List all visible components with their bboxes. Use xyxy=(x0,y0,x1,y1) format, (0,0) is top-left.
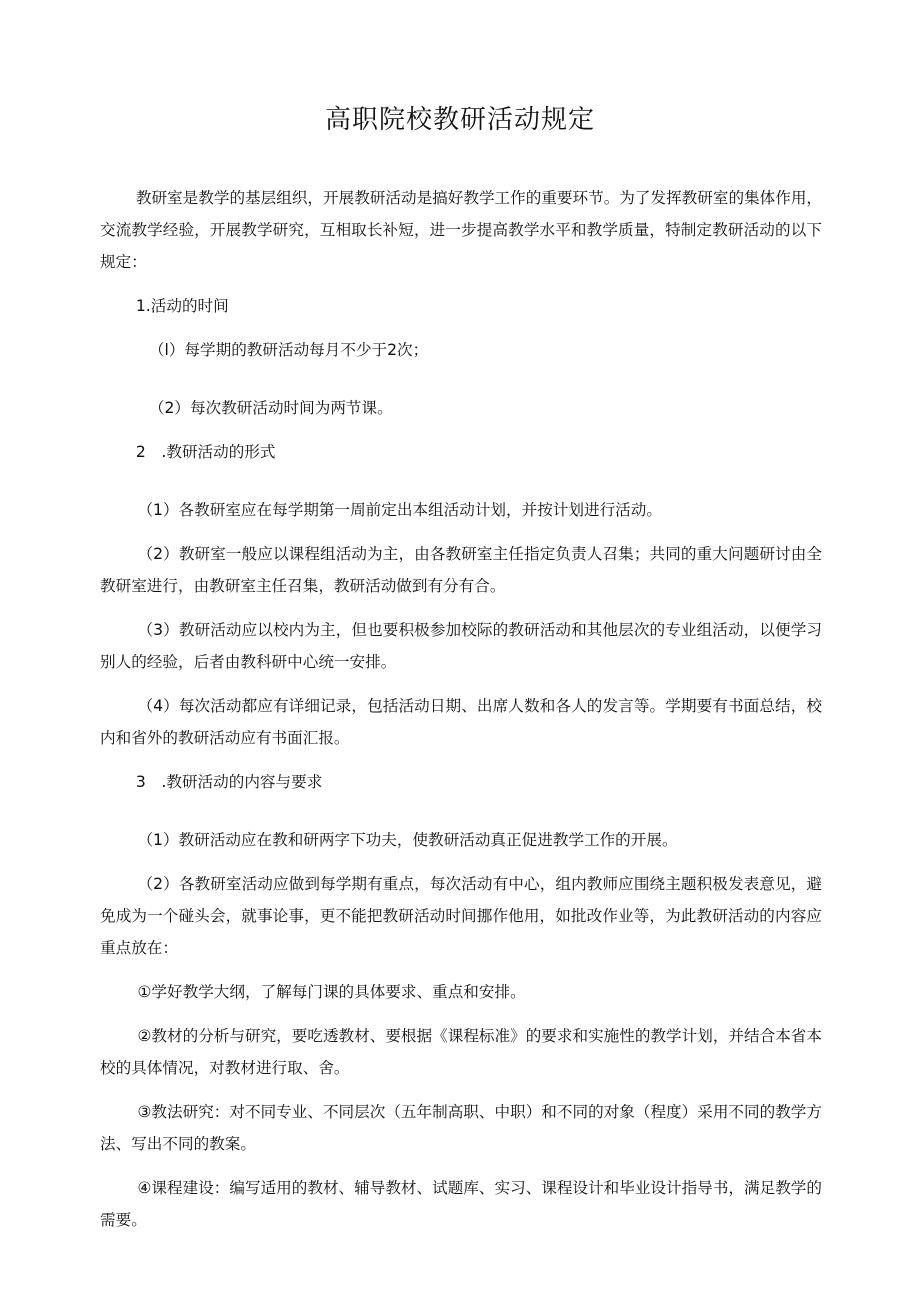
section-heading-content: 3 .教研活动的内容与要求 xyxy=(135,773,323,791)
content-point-1: ①学好教学大纲，了解每门课的具体要求、重点和安排。 xyxy=(137,983,526,1001)
intro-paragraph: 教研室是教学的基层组织，开展教研活动是搞好教学工作的重要环节。为了发挥教研室的集体作用，交流教学经验，开展教学研究，互相取长补短，进一步提高教学水平和教学质量，特制定教研活动的以下规定： xyxy=(100,189,823,271)
content-point-3: ③教法研究：对不同专业、不同层次（五年制高职、中职）和不同的对象（程度）采用不同的教学方法、写出不同的教案。 xyxy=(100,1103,822,1153)
document-body xyxy=(100,182,822,1236)
form-item-4: （4）每次活动都应有详细记录，包括活动日期、出席人数和各人的发言等。学期要有书面总结，校内和省外的教研活动应有书面汇报。 xyxy=(100,697,822,747)
section-heading-form: 2 .教研活动的形式 xyxy=(135,443,276,461)
section-heading-time: 1.活动的时间 xyxy=(135,297,229,315)
content-point-4: ④课程建设：编写适用的教材、辅导教材、试题库、实习、课程设计和毕业设计指导书，满足教学的需要。 xyxy=(100,1179,822,1229)
time-item-2: （2）每次教研活动时间为两节课。 xyxy=(148,399,393,417)
content-item-2: （2）各教研室活动应做到每学期有重点，每次活动有中心，组内教师应围绕主题积极发表意见，避免成为一个碰头会，就事论事，更不能把教研活动时间挪作他用，如批改作业等，为此教研活动的内容应重点放在： xyxy=(100,875,822,957)
content-point-2: ②教材的分析与研究，要吃透教材、要根据《课程标准》的要求和实施性的教学计划，并结合本省本校的具体情况，对教材进行取、舍。 xyxy=(100,1027,822,1077)
form-item-1: （1）各教研室应在每学期第一周前定出本组活动计划，并按计划进行活动。 xyxy=(137,501,662,519)
form-item-3: （3）教研活动应以校内为主，但也要积极参加校际的教研活动和其他层次的专业组活动，以便学习别人的经验，后者由教科研中心统一安排。 xyxy=(100,621,822,671)
document-title: 高职院校教研活动规定 xyxy=(324,105,595,135)
time-item-1: （l）每学期的教研活动每月不少于2次； xyxy=(148,341,429,359)
content-item-1: （1）教研活动应在教和研两字下功夫，使教研活动真正促进教学工作的开展。 xyxy=(137,831,678,849)
form-item-2: （2）教研室一般应以课程组活动为主，由各教研室主任指定负责人召集；共同的重大问题研讨由全教研室进行，由教研室主任召集，教研活动做到有分有合。 xyxy=(100,545,822,595)
